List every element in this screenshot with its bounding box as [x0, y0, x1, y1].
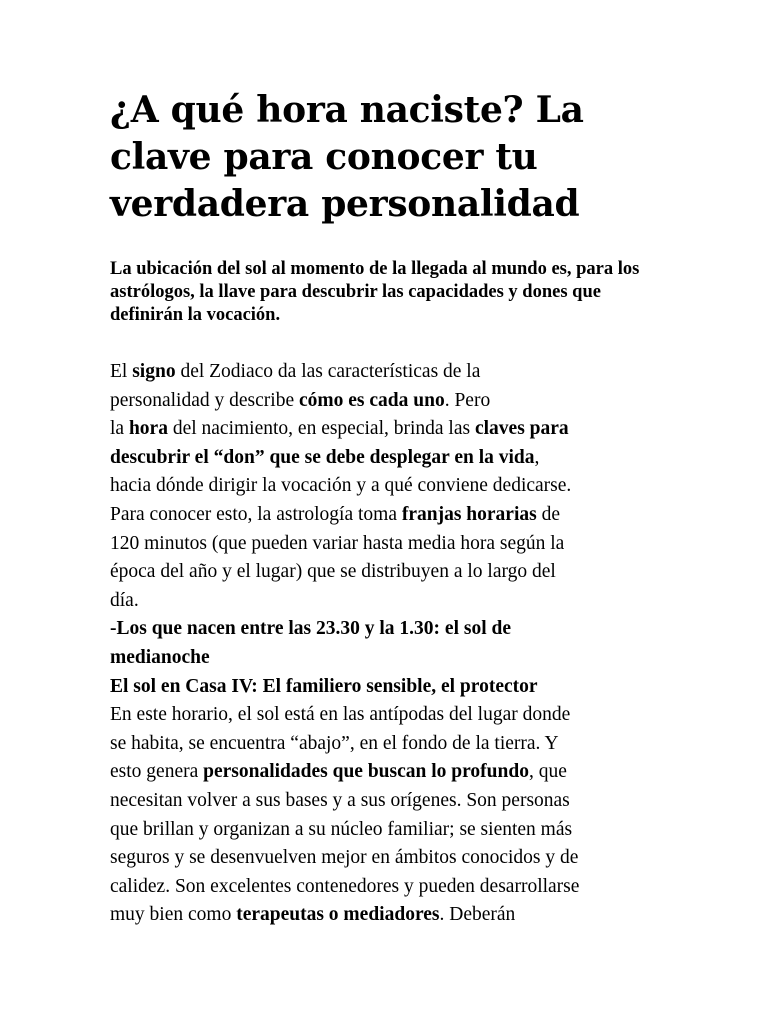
- body-text-run: . Deberán: [439, 904, 516, 926]
- bold-text: terapeutas o mediadores: [236, 904, 440, 926]
- body-line: [110, 787, 670, 816]
- body-text-run: esto genera: [110, 761, 204, 783]
- body-line: [110, 558, 670, 587]
- article-lede: La ubicación del sol al momento de la llegada al mundo es, para los astrólogos, la llave para descubrir las capacidades y dones que definirán la vocación.: [110, 259, 640, 325]
- article-title: ¿A qué hora naciste? La clave para conocer tu verdadera personalidad: [110, 89, 584, 225]
- body-line: [110, 816, 670, 845]
- body-line: [110, 615, 670, 644]
- body-line: [110, 758, 670, 787]
- body-line: [110, 387, 670, 416]
- body-line: [110, 644, 670, 673]
- body-text-run: de: [536, 503, 561, 525]
- body-text-run: ,: [534, 446, 540, 468]
- bold-text: -Los que nacen entre las 23.30 y la 1.30: el sol de: [110, 618, 512, 640]
- body-line: [110, 873, 670, 902]
- body-text-run: , que: [528, 761, 567, 783]
- body-line: [110, 501, 670, 530]
- article-body: [110, 358, 670, 930]
- body-text-run: . Pero: [444, 389, 491, 411]
- bold-text: cómo es cada uno: [298, 389, 445, 411]
- body-text-run: del nacimiento, en especial, brinda las: [167, 418, 475, 440]
- bold-text: personalidades que buscan lo profundo: [203, 761, 529, 783]
- body-line: [110, 530, 670, 559]
- body-text-run: 120 minutos (que pueden variar hasta media hora según la: [110, 532, 565, 554]
- body-line: [110, 844, 670, 873]
- body-text-run: la: [110, 418, 129, 440]
- body-text-run: se habita, se encuentra “abajo”, en el fondo de la tierra. Y: [110, 732, 559, 754]
- body-line: [110, 673, 670, 702]
- body-text-run: En este horario, el sol está en las antípodas del lugar donde: [110, 704, 571, 726]
- body-text-run: del Zodiaco da las características de la: [175, 361, 481, 382]
- bold-text: signo: [132, 361, 176, 382]
- body-text-run: seguros y se desenvuelven mejor en ámbitos conocidos y de: [110, 847, 579, 869]
- body-text-run: Para conocer esto, la astrología toma: [110, 503, 402, 525]
- body-line: [110, 701, 670, 730]
- body-text-run: necesitan volver a sus bases y a sus orígenes. Son personas: [110, 789, 570, 811]
- body-text-run: muy bien como: [110, 904, 237, 926]
- body-text-run: día.: [110, 589, 139, 611]
- body-text-run: personalidad y describe: [110, 389, 299, 411]
- body-line: [110, 415, 670, 444]
- body-text-run: hacia dónde dirigir la vocación y a qué conviene dedicarse.: [110, 475, 572, 497]
- body-text-run: calidez. Son excelentes contenedores y pueden desarrollarse: [110, 875, 580, 897]
- bold-text: medianoche: [110, 646, 210, 668]
- body-line: [110, 901, 670, 930]
- bold-text: El sol en Casa IV: El familiero sensible, el protector: [110, 675, 538, 697]
- body-line: [110, 587, 670, 616]
- body-line: [110, 472, 670, 501]
- body-line: [110, 358, 670, 387]
- bold-text: claves para: [474, 418, 569, 440]
- body-text-run: El: [110, 361, 133, 382]
- body-text-run: que brillan y organizan a su núcleo familiar; se sienten más: [110, 818, 573, 840]
- body-text-run: época del año y el lugar) que se distribuyen a lo largo del: [110, 561, 556, 583]
- bold-text: franjas horarias: [401, 503, 537, 525]
- body-line: [110, 444, 670, 473]
- bold-text: descubrir el “don” que se debe desplegar en la vida: [110, 446, 535, 468]
- body-line: [110, 730, 670, 759]
- bold-text: hora: [128, 418, 168, 440]
